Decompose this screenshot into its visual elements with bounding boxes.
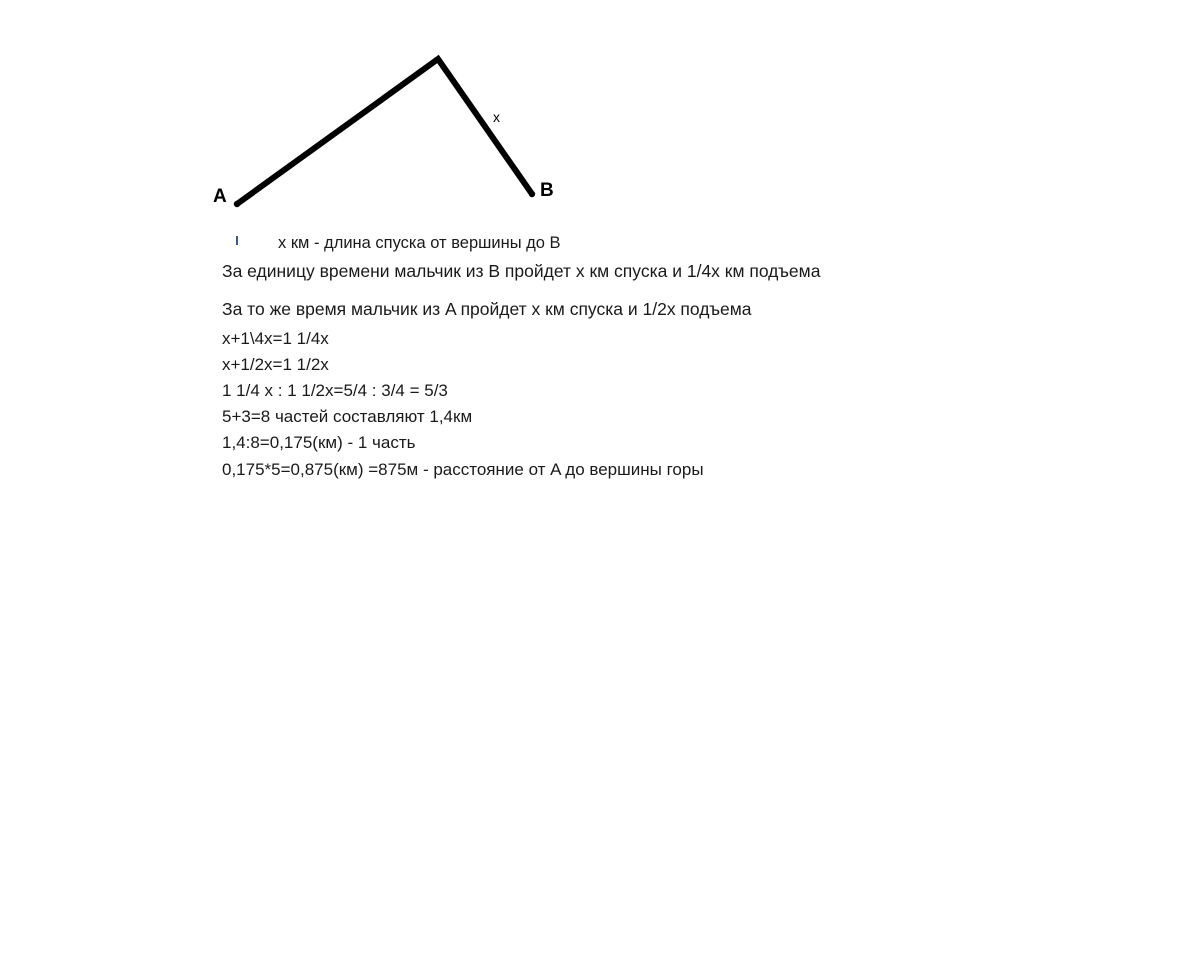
statement-line-2: За то же время мальчик из A пройдет x км спуска и 1/2x подъема bbox=[222, 299, 752, 319]
segment-label-x: x bbox=[493, 109, 500, 125]
statement-line-1: За единицу времени мальчик из B пройдет x км спуска и 1/4x км подъема bbox=[222, 261, 821, 281]
equation-line: 0,175*5=0,875(км) =875м - расстояние от A до вершины горы bbox=[222, 460, 704, 479]
equation-line: 1 1/4 x : 1 1/2x=5/4 : 3/4 = 5/3 bbox=[222, 381, 448, 400]
equation-line: 5+3=8 частей составляют 1,4км bbox=[222, 407, 473, 426]
equation-line: x+1\4x=1 1/4x bbox=[222, 329, 329, 348]
vertex-label-a: A bbox=[213, 186, 227, 207]
vertex-label-b: B bbox=[540, 180, 554, 201]
equation-line: x+1/2x=1 1/2x bbox=[222, 355, 329, 374]
definition-line: x км - длина спуска от вершины до B bbox=[278, 234, 561, 252]
bullet-tick-mark bbox=[236, 236, 238, 245]
equation-line: 1,4:8=0,175(км) - 1 часть bbox=[222, 433, 416, 452]
